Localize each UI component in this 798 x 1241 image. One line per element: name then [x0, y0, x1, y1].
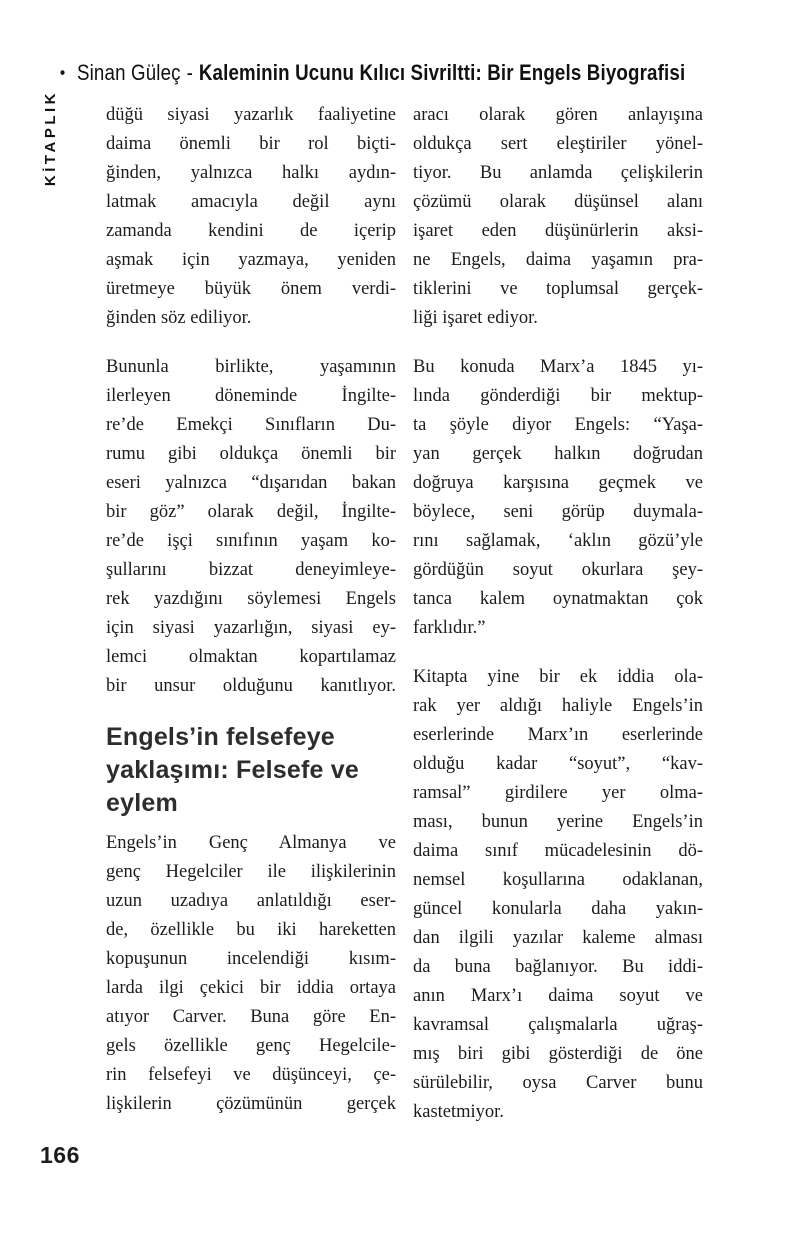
text-columns — [106, 101, 703, 1147]
page-number: 166 — [40, 1142, 80, 1168]
text-line: ilerleyen döneminde İngilte- — [106, 386, 396, 406]
text-line: re’de işçi sınıfının yaşam ko- — [106, 531, 396, 551]
text-line: tanca kalem oynatmaktan çok — [413, 589, 703, 609]
text-line: da buna bağlanıyor. Bu iddi- — [413, 957, 703, 977]
header-author: Sinan Güleç — [76, 60, 181, 85]
paragraph — [413, 353, 703, 643]
text-line: ta şöyle diyor Engels: “Yaşa- — [413, 415, 703, 435]
column-left — [106, 101, 396, 1147]
text-line: eylem — [106, 789, 178, 817]
text-line: farklıdır.” — [413, 618, 486, 638]
text-line: ması, bunun yerine Engels’in — [413, 812, 703, 832]
text-line: güncel konularla daha yakın- — [413, 899, 703, 919]
text-line: ğinden, yalnızca halkı aydın- — [106, 163, 396, 183]
text-line: işaret eden düşünürlerin aksi- — [413, 221, 703, 241]
text-line: rin felsefeyi ve düşünceyi, çe- — [106, 1065, 396, 1085]
text-line: rını sağlamak, ‘aklın gözü’yle — [413, 531, 703, 551]
column-right — [413, 101, 703, 1147]
text-line: lında gönderdiği bir mektup- — [413, 386, 703, 406]
text-line: uzun uzadıya anlatıldığı eser- — [106, 891, 396, 911]
text-line: için siyasi yazarlığın, siyasi ey- — [106, 618, 396, 638]
header-separator: - — [186, 60, 193, 85]
section-heading — [106, 721, 396, 820]
text-line: daima sınıf mücadelesinin dö- — [413, 841, 703, 861]
paragraph — [413, 101, 703, 333]
text-line: liği işaret ediyor. — [413, 308, 538, 328]
text-line: tiyor. Bu anlamda çelişkilerin — [413, 163, 703, 183]
paragraph — [106, 353, 396, 701]
text-line: re’de Emekçi Sınıfların Du- — [106, 415, 396, 435]
text-line: de, özellikle bu iki hareketten — [106, 920, 396, 940]
text-line: sürülebilir, oysa Carver bunu — [413, 1073, 703, 1093]
text-line: eseri yalnızca “dışarıdan bakan — [106, 473, 396, 493]
text-line: oldukça sert eleştiriler yönel- — [413, 134, 703, 154]
text-line: atıyor Carver. Buna göre En- — [106, 1007, 396, 1027]
text-line: mış biri gibi gösterdiği de öne — [413, 1044, 703, 1064]
text-line: kastetmiyor. — [413, 1102, 504, 1122]
text-line: genç Hegelciler ile ilişkilerinin — [106, 862, 396, 882]
text-line: doğruya karşısına geçmek ve — [413, 473, 703, 493]
text-line: yaklaşımı: Felsefe ve — [106, 756, 359, 784]
text-line: nemsel koşullarına odaklanan, — [413, 870, 703, 890]
paragraph — [106, 101, 396, 333]
text-line: eserlerinde Marx’ın eserlerinde — [413, 725, 703, 745]
text-line: rek yazdığını söylemesi Engels — [106, 589, 396, 609]
paragraph — [413, 663, 703, 1127]
text-line: Bununla birlikte, yaşamının — [106, 357, 396, 377]
text-line: gels özellikle genç Hegelcile- — [106, 1036, 396, 1056]
text-line: latmak amacıyla değil aynı — [106, 192, 396, 212]
text-line: kopuşunun incelendiği kısım- — [106, 949, 396, 969]
text-line: Bu konuda Marx’a 1845 yı- — [413, 357, 703, 377]
text-line: larda ilgi çekici bir iddia ortaya — [106, 978, 396, 998]
text-line: aşmak için yazmaya, yeniden — [106, 250, 396, 270]
text-line: olduğu kadar “soyut”, “kav- — [413, 754, 703, 774]
header-book-title: Kaleminin Ucunu Kılıcı Sivriltti: Bir Engels Biyografisi — [198, 60, 686, 85]
text-line: dan ilgili yazılar kaleme alması — [413, 928, 703, 948]
text-line: tiklerini ve toplumsal gerçek- — [413, 279, 703, 299]
text-line: aracı olarak gören anlayışına — [413, 105, 703, 125]
text-line: yan gerçek halkın doğrudan — [413, 444, 703, 464]
text-line: Engels’in felsefeye — [106, 723, 335, 751]
text-line: kavramsal çalışmalarla uğraş- — [413, 1015, 703, 1035]
text-line: lişkilerin çözümünün gerçek — [106, 1094, 396, 1114]
page-header — [60, 60, 685, 86]
text-line: Kitapta yine bir ek iddia ola- — [413, 667, 703, 687]
text-line: üretmeye büyük önem verdi- — [106, 279, 396, 299]
text-line: anın Marx’ı daima soyut ve — [413, 986, 703, 1006]
text-line: lemci olmaktan kopartılamaz — [106, 647, 396, 667]
section-label-vertical: KİTAPLIK — [42, 90, 59, 187]
text-line: Engels’in Genç Almanya ve — [106, 833, 396, 853]
text-line: ne Engels, daima yaşamın pra- — [413, 250, 703, 270]
text-line: gördüğün soyut okurlara şey- — [413, 560, 703, 580]
text-line: şullarını bizzat deneyimleye- — [106, 560, 396, 580]
text-line: çözümü olarak düşünsel alanı — [413, 192, 703, 212]
text-line: daima önemli bir rol biçti- — [106, 134, 396, 154]
text-line: düğü siyasi yazarlık faaliyetine — [106, 105, 396, 125]
text-line: bir unsur olduğunu kanıtlıyor. — [106, 676, 396, 696]
text-line: rak yer aldığı haliyle Engels’in — [413, 696, 703, 716]
bullet-icon: • — [60, 63, 66, 82]
paragraph — [106, 829, 396, 1119]
text-line: zamanda kendini de içerip — [106, 221, 396, 241]
text-line: ğinden söz ediliyor. — [106, 308, 252, 328]
text-line: ramsal” girdilere yer olma- — [413, 783, 703, 803]
text-line: bir göz” olarak değil, İngilte- — [106, 502, 396, 522]
text-line: böylece, seni görüp duymala- — [413, 502, 703, 522]
text-line: rumu gibi oldukça önemli bir — [106, 444, 396, 464]
